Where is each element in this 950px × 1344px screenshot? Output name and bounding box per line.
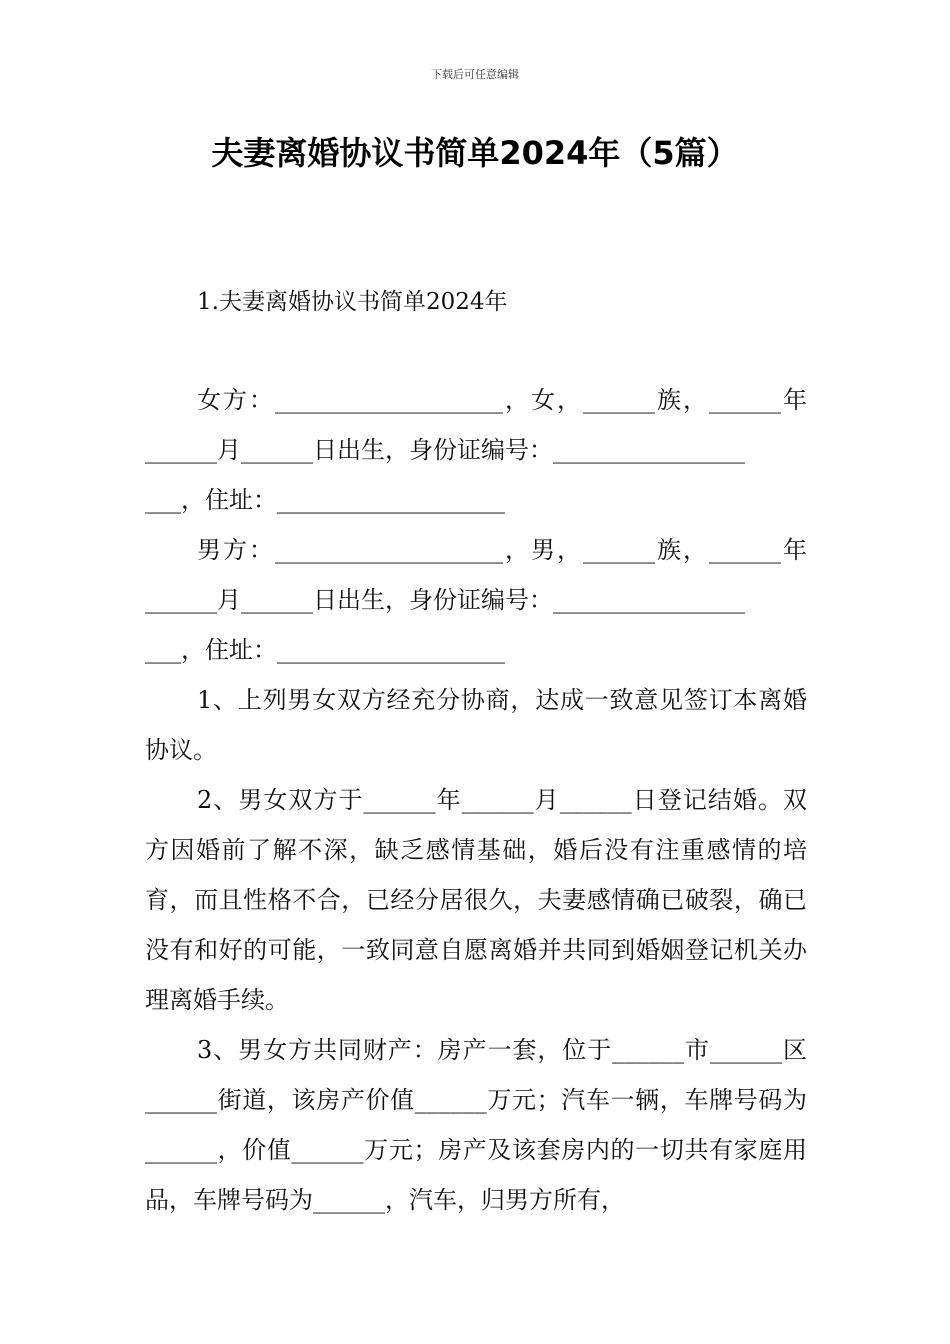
male-address-line: ___，住址：___________________ [145,636,505,664]
male-party-paragraph: 男方：___________________，男，______族，______年______月______日出生，身份证编号：________________ [145,536,807,614]
female-party-paragraph: 女方：___________________，女，______族，______年______月______日出生，身份证编号：________________ [145,386,807,464]
clause-2-paragraph: 2、男女双方于______年______月______日登记结婚。双方因婚前了解不深，缺乏感情基础，婚后没有注重感情的培育，而且性格不合，已经分居很久，夫妻感情确已破裂，确已没有和好的可能，一致同意自愿离婚并共同到婚姻登记机关办理离婚手续。 [145,786,807,1014]
clause-3-paragraph: 3、男女方共同财产：房产一套，位于______市______区______街道，该房产价值______万元；汽车一辆，车牌号码为______，价值______万元；房产及该套房内的一切共有家庭用品，车牌号码为______，汽车，归男方所有， [145,1036,807,1214]
header-note: 下载后可任意编辑 [431,68,519,81]
document-body [145,375,807,1225]
document-title: 夫妻离婚协议书简单2024年（5篇） [211,134,739,172]
female-address-line: ___，住址：___________________ [145,486,505,514]
clause-1-paragraph: 1、上列男女双方经充分协商，达成一致意见签订本离婚协议。 [145,686,807,764]
section-heading: 1.夫妻离婚协议书简单2024年 [197,289,508,315]
